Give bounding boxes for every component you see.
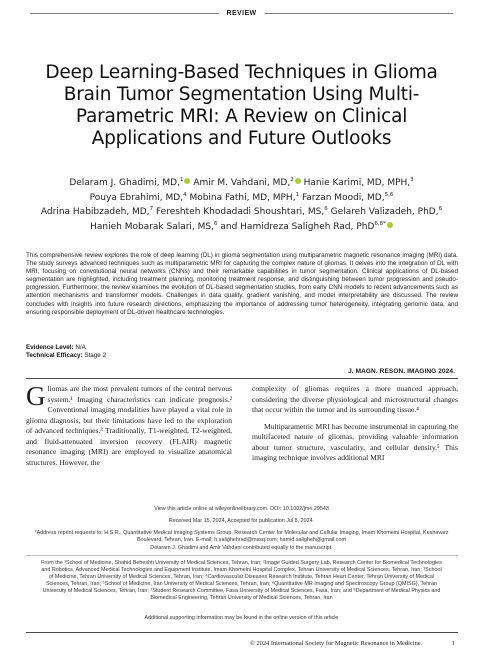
affiliation-mark: 2 [290,177,294,183]
affiliation-mark: 5,6 [384,191,394,198]
affiliation-mark: 6 [324,206,328,213]
page-number: 1 [451,640,455,647]
author-line [20,220,463,235]
technical-efficacy [26,352,106,360]
affiliation-mark: 1 [295,191,300,198]
body-paragraph: complexity of gliomas requires a more nuanced approach, considering the diverse physiological and microstructural changes that occur within the tumor and its surrounding tissue.⁴ [252,384,458,414]
author-name: Hanie Karimi, MD, MPH, [303,178,411,188]
section-label: REVIEW [226,9,257,17]
affiliations: From the ¹School of Medicine, Shahid Beheshti University of Medical Sciences, Tehran, Iran; ²Image Guided Surgery Lab, Research Center for Biomedical Technologies and Robotics, Advanced Medical Technologies and Equipment Institute, Imam Khomeini Hospital Complex, Tehran University of Medical Sciences, Tehran, Iran; ³School of Medicine, Tehran University of Medical Sciences, Tehran, Iran; ⁴Cardiovascular Diseases Research Institute, Tehran Heart Center, Tehran University of Medical Sciences, Tehran, Iran; ⁵School of Medicine, Iran University of Medical Sciences, Tehran, Iran; ⁶Quantitative MR Imaging and Spectroscopy Group (QMISG), Tehran University of Medical Sciences, Tehran, Iran; ⁷Student Research Committee, Fasa University of Medical Sciences, Fasa, Iran; and ⁸Department of Medical Physics and Biomedical Engineering, Tehran University of Medical Sciences, Tehran, Iran [41,560,442,601]
evidence-level [26,344,86,352]
author-line [20,191,463,206]
author-name: Amir M. Vahdani, MD, [193,178,291,188]
divider [26,555,458,556]
affiliation-mark: 6 [214,220,218,227]
drop-cap: G [26,381,46,411]
body-column-left [26,381,232,468]
online-link[interactable]: View this article online at wileyonlinelibrary.com. DOI: 10.1002/jmri.29543 [154,506,329,512]
evidence-value: N/A [75,344,86,351]
author-line [20,205,463,220]
section-divider [26,378,458,379]
orcid-icon[interactable] [295,178,301,184]
footer-rule [26,632,458,633]
author-name: Adrina Habibzadeh, MD, [40,207,150,218]
efficacy-value: Stage 2 [84,352,107,359]
reprint-address: *Address reprint requests to: H.S.R., Quantitative Medical Imaging Systems Group, Research Center for Molecular and Cellular Imaging, Imam Khomeini Hospital, Keshavarz Boulevard, Tehran, Iran. E-mail: h.salighehrad@mssq.com; hamid.saligheh@gmail.com [34,530,449,543]
supporting-info: Additional supporting information may be found in the online version of this article [144,615,339,621]
orcid-icon[interactable] [184,178,190,184]
section-header [30,6,453,20]
orcid-icon[interactable] [387,222,393,228]
author-name: Fereshteh Khodadadi Shoushtari, MS, [155,207,325,218]
author-name: and Hamidreza Saligheh Rad, PhD [220,221,375,232]
equal-contribution: Delaram J. Ghadimi and Amir Vahdani contributed equally to the manuscript. [150,545,333,551]
body-text: liomas are the most prevalent tumors of the central nervous system.¹ Imaging characteristics can indicate prognosis.² Conventional imaging modalities have played a vital role in glioma diagnosis, but their limitations have led to the exploration of advanced techniques.³ Traditionally, T1-weighted, T2-weighted, and fluid-attenuated inversion recovery (FLAIR) magnetic resonance imaging (MRI) are employed to visualize anatomical structures. However, the [26,384,232,467]
author-name: Mobina Fathi, MD, MPH, [189,192,296,203]
copyright: © 2024 International Society for Magnetic Resonance in Medicine. [250,640,423,647]
affiliation-mark: 6,8* [374,220,386,227]
body-paragraph: Multiparametric MRI has become instrumental in capturing the multifaceted nature of gliomas, providing valuable information about tumor structure, vascularity, and cellular density.⁵ This imaging technique involves additional MRI [252,421,458,462]
abstract-text: This comprehensive review explores the role of deep learning (DL) in glioma segmentation using multiparametric magnetic resonance imaging (MRI) data. The study surveys advanced techniques such as multiparametric MRI for capturing the complex nature of gliomas. It delves into the integration of DL with MRI, focusing on convolutional neural networks (CNNs) and their remarkable capabilities in tumor segmentation. Clinical applications of DL-based segmentation are highlighted, including treatment planning, monitoring treatment response, and distinguishing between tumor progression and pseudo-progression. Furthermore, the review examines the evolution of DL-based segmentation studies, from early CNN models to recent advancements such as attention mechanisms and transformer models. Challenges in data quality, gradient vanishing, and model interpretability are discussed. The review concludes with insights into future research directions, emphasizing the importance of addressing tumor heterogeneity, integrating genomic data, and ensuring responsible deployment of DL-driven healthcare technologies. [26,252,458,316]
header-rule-right [265,13,454,14]
author-name: Pouya Ebrahimi, MD, [89,192,184,203]
author-list [20,176,463,234]
article-title: Deep Learning-Based Techniques in Glioma Brain Tumor Segmentation Using Multi-Parametric MRI: A Review on Clinical Applications and Future Outlooks [45,62,438,149]
affiliation-mark: 1 [179,177,184,183]
affiliation-mark: 3 [410,177,414,183]
affiliation-mark: 4 [183,191,187,198]
author-name: Hanieh Mobarak Salari, MS, [90,221,214,232]
body-paragraph [26,381,232,468]
efficacy-label: Technical Efficacy: [26,352,83,359]
author-name: Farzan Moodi, MD, [301,192,385,203]
author-line [20,176,463,191]
affiliation-mark: 6 [438,206,443,213]
header-rule-left [30,13,219,14]
journal-reference: J. MAGN. RESON. IMAGING 2024. [348,368,455,375]
author-name: Delaram J. Ghadimi, MD, [69,178,180,188]
body-column-right [252,384,458,464]
affiliation-mark: 7 [149,206,154,213]
received-date: Received Mar 15, 2024, Accepted for publication Jul 8, 2024. [168,518,315,524]
evidence-label: Evidence Level: [26,344,74,351]
author-name: Gelareh Valizadeh, PhD, [330,207,439,218]
